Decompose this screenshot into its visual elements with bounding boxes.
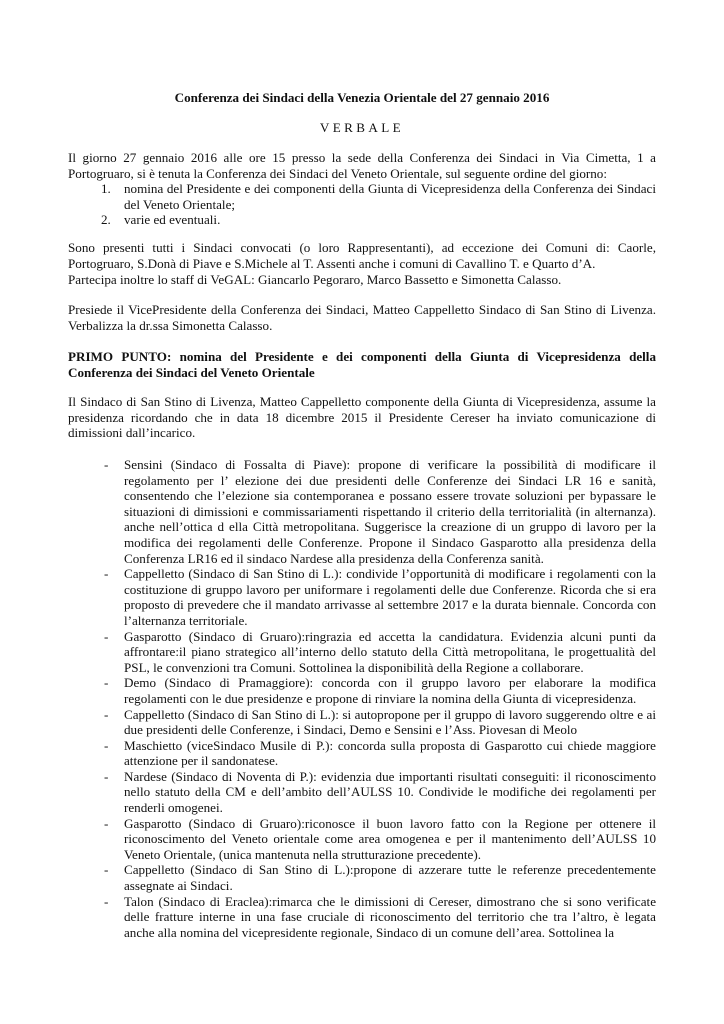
bullet-dash: -: [104, 706, 109, 722]
document-title: Conferenza dei Sindaci della Venezia Orientale del 27 gennaio 2016: [174, 90, 550, 105]
agenda-item-text: varie ed eventuali.: [124, 212, 221, 228]
apertura-paragraph: Il Sindaco di San Stino di Livenza, Matteo Cappelletto componente della Giunta di Vicepresidenza, assume la presidenza ricordando che in data 18 dicembre 2015 il Presidente Cereser ha inviato comunicazione di dimissioni dall’incarico.: [68, 394, 656, 441]
intervento-text: Gasparotto (Sindaco di Gruaro):riconosce il buon lavoro fatto con la Regione per ottenere il riconoscimento del Veneto orientale come area omogenea e per il mantenimento dell’AULSS 10 Veneto Orientale, (unica mantenuta nella strutturazione precedente).: [124, 815, 656, 862]
agenda-item-number: 1.: [101, 181, 111, 196]
presenti-paragraph: Sono presenti tutti i Sindaci convocati (o loro Rappresentanti), ad eccezione dei Comuni di: Caorle, Portogruaro, S.Donà di Piave e S.Michele al T. Assenti anche i comuni di Cavallino T. e Quarto d’A.: [68, 240, 656, 271]
interventi-list: [104, 457, 656, 940]
bullet-dash: -: [104, 566, 109, 582]
intervento-text: Nardese (Sindaco di Noventa di P.): evidenzia due importanti risultati conseguiti: il riconoscimento nello statuto della CM e dell’ambito dell’AULSS 10. Condivide le modifiche dei regolamenti per renderli omogenei.: [124, 768, 656, 816]
intervento-text: Cappelletto (Sindaco di San Stino di L.): si autopropone per il gruppo di lavoro suggerendo oltre e ai due presidenti delle Conferenze, i Sindaci, Demo e Sensini e l’Ass. Piovesan di Meolo: [124, 706, 656, 738]
bullet-dash: -: [104, 457, 109, 472]
intro-paragraph: Il giorno 27 gennaio 2016 alle ore 15 presso la sede della Conferenza dei Sindaci in Via Cimetta, 1 a Portogruaro, si è tenuta la Conferenza dei Sindaci del Veneto Orientale, sul seguente ordine del giorno:: [68, 150, 656, 181]
intervento-item: [104, 738, 656, 769]
bullet-dash: -: [104, 862, 109, 878]
agenda-list: [101, 181, 656, 228]
presidenza-paragraph: Presiede il VicePresidente della Conferenza dei Sindaci, Matteo Cappelletto Sindaco di San Stino di Livenza. Verbalizza la dr.ssa Simonetta Calasso.: [68, 302, 656, 333]
agenda-item-text: nomina del Presidente e dei componenti della Giunta di Vicepresidenza della Conferenza dei Sindaci del Veneto Orientale;: [124, 181, 656, 212]
intervento-text: Cappelletto (Sindaco di San Stino di L.):propone di azzerare tutte le referenze precedentemente assegnate ai Sindaci.: [124, 862, 656, 894]
intervento-text: Maschietto (viceSindaco Musile di P.): concorda sulla proposta di Gasparotto cui chiede maggiore attenzione per il sandonatese.: [124, 737, 656, 769]
bullet-dash: -: [104, 737, 109, 753]
intervento-item: [104, 675, 656, 706]
intervento-item: [104, 707, 656, 738]
primo-punto-heading: PRIMO PUNTO: nomina del Presidente e dei componenti della Giunta di Vicepresidenza della Conferenza dei Sindaci del Veneto Orientale: [68, 349, 656, 380]
intervento-item: [104, 862, 656, 893]
intervento-item: [104, 457, 656, 566]
intervento-item: [104, 894, 656, 941]
intervento-item: [104, 769, 656, 816]
agenda-item-number: 2.: [101, 212, 111, 228]
intervento-text: Talon (Sindaco di Eraclea):rimarca che le dimissioni di Cereser, dimostrano che si sono verificate delle fratture interne in una fase cruciale di riconoscimento del territorio che tra l’altro, è legata anche alla nomina del vicepresidente regionale, Sindaco di un comune dell’area. Sottolinea la: [124, 893, 656, 940]
intervento-item: [104, 629, 656, 676]
bullet-dash: -: [104, 815, 109, 831]
bullet-dash: -: [104, 675, 109, 691]
agenda-item: [101, 181, 656, 212]
agenda-item: [101, 212, 656, 228]
bullet-dash: -: [104, 628, 109, 644]
staff-paragraph: Partecipa inoltre lo staff di VeGAL: Giancarlo Pegoraro, Marco Bassetto e Simonetta Calasso.: [68, 272, 562, 287]
intervento-text: Sensini (Sindaco di Fossalta di Piave): propone di verificare la possibilità di modificare il regolamento per l’ elezione dei due presidenti delle Conferenze dei Sindaci LR 16 e sanità, consentendo che l’elezione sia contemporanea e possano essere trovate soluzioni per bypassare le situazioni di dimissioni e commissariamenti rispettando il criterio della territorialità (in alternanza). anche nell’ottica d ella Città metropolitana. Suggerisce la creazione di un gruppo di lavoro per la modifica dei regolamenti delle Conferenze. Propone il Sindaco Gasparotto alla presidenza della Conferenza LR16 ed il sindaco Nardese alla presidenza della Conferenza sanità.: [124, 457, 656, 566]
intervento-text: Demo (Sindaco di Pramaggiore): concorda con il gruppo lavoro per elaborare la modifica regolamenti con le due presidenze e propone di rinviare la nomina della Giunta di vicepresidenza.: [124, 675, 656, 706]
intervento-text: Cappelletto (Sindaco di San Stino di L.): condivide l’opportunità di modificare i regolamenti con la costituzione di gruppo lavoro per uniformare i regolamenti delle due Conferenze. Ricorda che si era proposto di prevedere che il mandato arrivasse al settembre 2017 e la durata biennale. Concorda con l’alternanza territoriale.: [124, 566, 656, 628]
intervento-item: [104, 566, 656, 628]
intervento-item: [104, 816, 656, 863]
intervento-text: Gasparotto (Sindaco di Gruaro):ringrazia ed accetta la candidatura. Evidenzia alcuni punti da affrontare:il piano strategico all’interno dello statuto della Città metropolitana, le progettualità del PSL, le convenzioni tra Comuni. Sottolinea la disponibilità della Regione a collaborare.: [124, 628, 656, 675]
bullet-dash: -: [104, 768, 109, 784]
bullet-dash: -: [104, 893, 109, 909]
verbale-heading: VERBALE: [319, 120, 405, 135]
